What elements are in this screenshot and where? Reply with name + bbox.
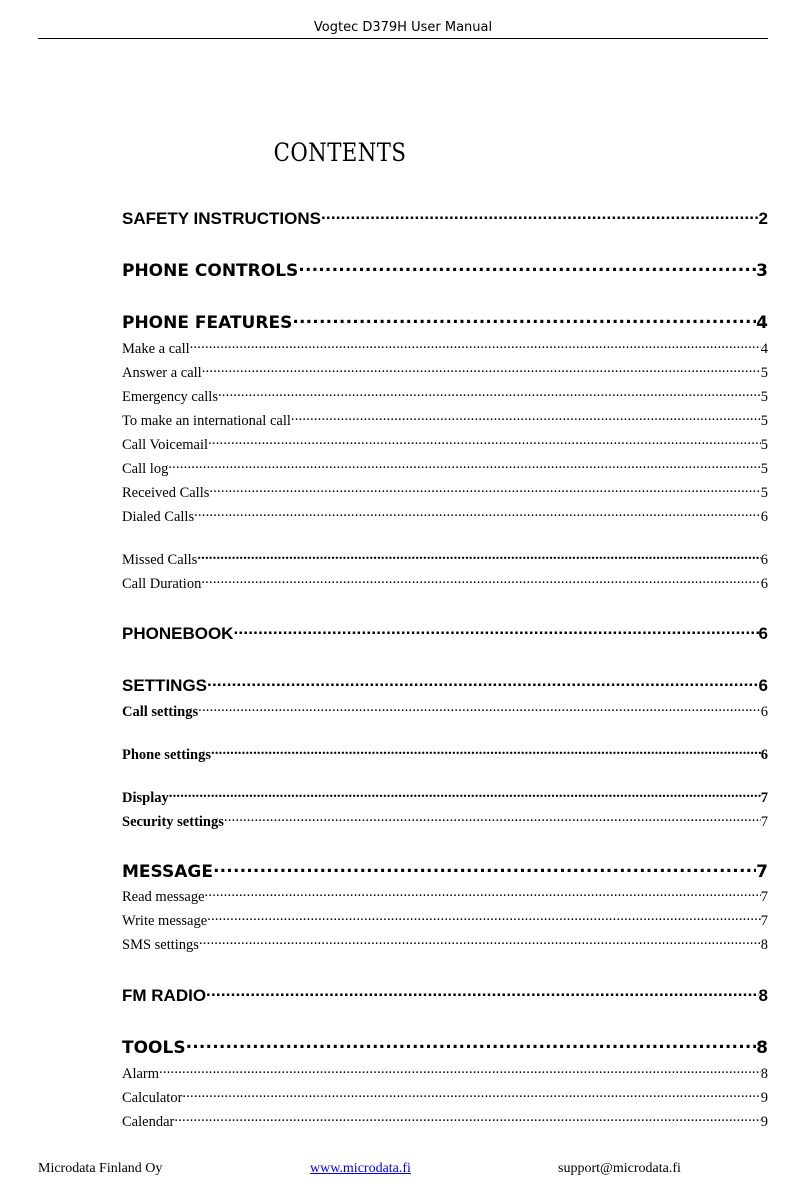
page-header: [38, 18, 768, 39]
toc-entry-received-calls[interactable]: Received Calls ..... 5: [122, 482, 768, 502]
toc-entry-calculator[interactable]: Calculator ..... 9: [122, 1087, 768, 1107]
toc-entry-alarm[interactable]: Alarm ..... 8: [122, 1063, 768, 1083]
toc-entry-security-settings[interactable]: Security settings ..... 7: [122, 811, 768, 831]
toc-entry-missed-calls[interactable]: Missed Calls ..... 6: [122, 549, 768, 569]
toc-entry-call-settings[interactable]: Call settings ..... 6: [122, 701, 768, 721]
toc-entry-display[interactable]: Display ..... 7: [122, 787, 768, 807]
toc-entry-message[interactable]: MESSAGE ..... 7: [122, 860, 768, 882]
toc-entry-fm-radio[interactable]: FM RADIO ..... 8: [122, 984, 768, 1006]
toc-entry-read-message[interactable]: Read message ..... 7: [122, 886, 768, 906]
toc-entry-dialed-calls[interactable]: Dialed Calls ..... 6: [122, 506, 768, 526]
toc-entry-write-message[interactable]: Write message ..... 7: [122, 910, 768, 930]
toc-entry-phone-settings[interactable]: Phone settings ..... 6: [122, 744, 768, 764]
toc-entry-calendar[interactable]: Calendar ..... 9: [122, 1111, 768, 1131]
toc-entry-safety-instructions[interactable]: SAFETY INSTRUCTIONS ..... 2: [122, 207, 768, 229]
page-footer: [38, 1161, 768, 1181]
toc-entry-emergency-calls[interactable]: Emergency calls ..... 5: [122, 386, 768, 406]
toc-entry-phone-controls[interactable]: PHONE CONTROLS ..... 3: [122, 259, 768, 281]
toc-entry-answer-a-call[interactable]: Answer a call ..... 5: [122, 362, 768, 382]
toc-entry-international-call[interactable]: To make an international call ..... 5: [122, 410, 768, 430]
toc-entry-tools[interactable]: TOOLS ..... 8: [122, 1036, 768, 1058]
footer-company: Microdata Finland Oy: [38, 1161, 163, 1176]
toc-entry-call-duration[interactable]: Call Duration ..... 6: [122, 573, 768, 593]
footer-email: support@microdata.fi: [558, 1161, 681, 1176]
toc-entry-sms-settings[interactable]: SMS settings ..... 8: [122, 934, 768, 954]
toc-entry-settings[interactable]: SETTINGS ..... 6: [122, 674, 768, 696]
contents-title: CONTENTS: [273, 138, 407, 167]
toc-entry-phone-features[interactable]: PHONE FEATURES ..... 4: [122, 311, 768, 333]
toc-entry-phonebook[interactable]: PHONEBOOK ..... 6: [122, 622, 768, 644]
footer-website-link[interactable]: www.microdata.fi: [310, 1161, 411, 1176]
toc-entry-call-voicemail[interactable]: Call Voicemail ..... 5: [122, 434, 768, 454]
header-title: Vogtec D379H User Manual: [313, 20, 493, 35]
toc-entry-call-log[interactable]: Call log ..... 5: [122, 458, 768, 478]
toc-entry-make-a-call[interactable]: Make a call ..... 4: [122, 338, 768, 358]
